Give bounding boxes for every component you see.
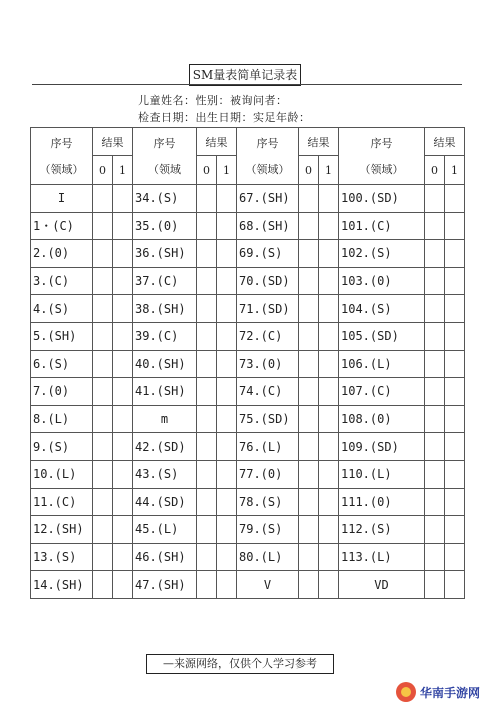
score-1-cell[interactable] (445, 460, 465, 488)
item-cell: 68.(SH) (237, 212, 299, 240)
score-1-cell[interactable] (319, 405, 339, 433)
score-1-cell[interactable] (113, 460, 133, 488)
seq-domain-header (31, 128, 93, 185)
score-1-cell[interactable] (113, 295, 133, 323)
score-0-cell[interactable] (299, 185, 319, 213)
score-1-cell[interactable] (113, 240, 133, 268)
domain-label: （领域） (359, 163, 404, 176)
item-cell: m (133, 405, 197, 433)
score-1-cell[interactable] (113, 516, 133, 544)
score-0-cell[interactable] (425, 322, 445, 350)
item-cell: 110.(L) (339, 460, 425, 488)
score-1-cell[interactable] (319, 571, 339, 599)
item-cell: 39.(C) (133, 322, 197, 350)
score-1-cell[interactable] (217, 185, 237, 213)
item-cell: 103.(0) (339, 267, 425, 295)
score-0-cell[interactable] (93, 295, 113, 323)
score-0-cell[interactable] (93, 350, 113, 378)
item-cell: 72.(C) (237, 322, 299, 350)
item-cell: 4.(S) (31, 295, 93, 323)
score-1-cell[interactable] (113, 571, 133, 599)
item-cell: 13.(S) (31, 543, 93, 571)
score-1-cell[interactable] (113, 212, 133, 240)
item-cell: 71.(SD) (237, 295, 299, 323)
score-0-cell[interactable] (197, 240, 217, 268)
score-0-cell[interactable] (93, 322, 113, 350)
score-1-cell[interactable] (445, 516, 465, 544)
item-cell: 80.(L) (237, 543, 299, 571)
score-0-cell[interactable] (425, 571, 445, 599)
score-0-cell[interactable] (425, 460, 445, 488)
result-header: 结果 (425, 128, 465, 156)
item-cell: 102.(S) (339, 240, 425, 268)
item-cell: 37.(C) (133, 267, 197, 295)
table-row (31, 267, 465, 295)
item-cell: 40.(SH) (133, 350, 197, 378)
score-1-cell[interactable] (319, 322, 339, 350)
item-cell: 47.(SH) (133, 571, 197, 599)
score-0-cell[interactable] (197, 433, 217, 461)
item-cell: 8.(L) (31, 405, 93, 433)
table-row (31, 571, 465, 599)
table-row (31, 240, 465, 268)
item-cell: 74.(C) (237, 378, 299, 406)
item-cell: 14.(SH) (31, 571, 93, 599)
table-row (31, 295, 465, 323)
seq-label: 序号 (256, 137, 279, 150)
score-0-cell[interactable] (299, 295, 319, 323)
exam-info-line: 检查日期：出生日期：实足年龄： (138, 111, 311, 124)
item-cell: 112.(S) (339, 516, 425, 544)
score-1-cell[interactable] (113, 488, 133, 516)
item-cell: 5.(SH) (31, 322, 93, 350)
score-0-cell[interactable] (299, 405, 319, 433)
seq-domain-header (237, 128, 299, 185)
score-0-cell[interactable] (93, 571, 113, 599)
score-1-cell[interactable] (217, 488, 237, 516)
score-1-cell[interactable] (113, 350, 133, 378)
item-cell: 73.(0) (237, 350, 299, 378)
score-1-cell[interactable] (319, 295, 339, 323)
item-cell: 41.(SH) (133, 378, 197, 406)
score-0-cell[interactable] (93, 267, 113, 295)
score-0-cell[interactable] (93, 460, 113, 488)
score-0-cell[interactable] (197, 405, 217, 433)
score-1-header: 1 (319, 156, 339, 185)
table-row (31, 322, 465, 350)
table-row (31, 543, 465, 571)
score-1-cell[interactable] (113, 322, 133, 350)
score-0-cell[interactable] (299, 267, 319, 295)
item-cell: 12.(SH) (31, 516, 93, 544)
item-cell: 78.(S) (237, 488, 299, 516)
item-cell: 105.(SD) (339, 322, 425, 350)
score-1-cell[interactable] (113, 433, 133, 461)
score-0-cell[interactable] (299, 488, 319, 516)
score-0-cell[interactable] (197, 571, 217, 599)
score-0-cell[interactable] (93, 212, 113, 240)
domain-label: （领域 (148, 163, 181, 176)
table-row (31, 212, 465, 240)
score-0-cell[interactable] (425, 405, 445, 433)
item-cell: 45.(L) (133, 516, 197, 544)
item-cell: I (31, 185, 93, 213)
score-1-cell[interactable] (113, 185, 133, 213)
score-1-cell[interactable] (319, 267, 339, 295)
score-1-cell[interactable] (445, 378, 465, 406)
score-0-cell[interactable] (425, 295, 445, 323)
item-cell: 1・(C) (31, 212, 93, 240)
table-row (31, 433, 465, 461)
score-1-cell[interactable] (445, 322, 465, 350)
item-cell: 75.(SD) (237, 405, 299, 433)
score-1-cell[interactable] (445, 543, 465, 571)
score-1-cell[interactable] (319, 488, 339, 516)
score-0-cell[interactable] (425, 212, 445, 240)
score-0-cell[interactable] (93, 240, 113, 268)
source-footer: —来源网络，仅供个人学习参考 (146, 654, 334, 674)
domain-label: （领域） (245, 163, 290, 176)
table-header (31, 128, 465, 185)
table-row (31, 378, 465, 406)
score-0-cell[interactable] (425, 185, 445, 213)
seq-label: 序号 (153, 137, 176, 150)
table-row (31, 405, 465, 433)
item-cell: 109.(SD) (339, 433, 425, 461)
score-0-cell[interactable] (93, 405, 113, 433)
score-0-cell[interactable] (93, 185, 113, 213)
watermark-text: 华南手游网 (420, 685, 481, 700)
score-0-cell[interactable] (299, 516, 319, 544)
score-1-cell[interactable] (319, 433, 339, 461)
score-0-cell[interactable] (299, 212, 319, 240)
score-1-cell[interactable] (319, 543, 339, 571)
score-1-cell[interactable] (319, 240, 339, 268)
item-cell: 7.(0) (31, 378, 93, 406)
score-1-cell[interactable] (445, 488, 465, 516)
score-1-cell[interactable] (217, 516, 237, 544)
item-cell: VD (339, 571, 425, 599)
item-cell: 101.(C) (339, 212, 425, 240)
item-cell: 42.(SD) (133, 433, 197, 461)
table-row (31, 350, 465, 378)
record-table (30, 127, 465, 599)
score-0-cell[interactable] (299, 460, 319, 488)
item-cell: 46.(SH) (133, 543, 197, 571)
item-cell: 11.(C) (31, 488, 93, 516)
item-cell: 104.(S) (339, 295, 425, 323)
table-row (31, 516, 465, 544)
item-cell: 77.(0) (237, 460, 299, 488)
score-1-cell[interactable] (445, 212, 465, 240)
score-0-cell[interactable] (197, 212, 217, 240)
score-1-cell[interactable] (319, 460, 339, 488)
score-0-header: 0 (299, 156, 319, 185)
score-0-cell[interactable] (197, 460, 217, 488)
score-1-cell[interactable] (445, 571, 465, 599)
score-1-cell[interactable] (445, 295, 465, 323)
score-0-cell[interactable] (197, 295, 217, 323)
score-0-cell[interactable] (425, 488, 445, 516)
score-0-cell[interactable] (93, 378, 113, 406)
score-0-cell[interactable] (93, 516, 113, 544)
score-1-cell[interactable] (445, 405, 465, 433)
score-1-cell[interactable] (319, 350, 339, 378)
score-1-cell[interactable] (217, 322, 237, 350)
item-cell: 79.(S) (237, 516, 299, 544)
table-body (31, 185, 465, 599)
score-1-cell[interactable] (217, 267, 237, 295)
score-1-cell[interactable] (445, 240, 465, 268)
table-row (31, 488, 465, 516)
score-0-cell[interactable] (299, 350, 319, 378)
score-1-cell[interactable] (319, 212, 339, 240)
score-0-cell[interactable] (197, 267, 217, 295)
score-0-header: 0 (93, 156, 113, 185)
result-header: 结果 (197, 128, 237, 156)
item-cell: 106.(L) (339, 350, 425, 378)
score-1-cell[interactable] (217, 543, 237, 571)
item-cell: 36.(SH) (133, 240, 197, 268)
score-0-cell[interactable] (93, 433, 113, 461)
score-1-cell[interactable] (217, 460, 237, 488)
item-cell: V (237, 571, 299, 599)
score-1-cell[interactable] (319, 516, 339, 544)
item-cell: 70.(SD) (237, 267, 299, 295)
watermark-logo-icon (396, 682, 416, 702)
item-cell: 35.(0) (133, 212, 197, 240)
score-1-cell[interactable] (445, 433, 465, 461)
score-0-cell[interactable] (93, 543, 113, 571)
score-1-cell[interactable] (217, 240, 237, 268)
item-cell: 113.(L) (339, 543, 425, 571)
score-1-cell[interactable] (319, 185, 339, 213)
score-1-cell[interactable] (217, 378, 237, 406)
score-1-cell[interactable] (445, 350, 465, 378)
score-0-cell[interactable] (425, 267, 445, 295)
item-cell: 76.(L) (237, 433, 299, 461)
item-cell: 44.(SD) (133, 488, 197, 516)
score-0-cell[interactable] (425, 378, 445, 406)
result-header: 结果 (299, 128, 339, 156)
table-row (31, 185, 465, 213)
seq-domain-header (133, 128, 197, 185)
score-1-cell[interactable] (113, 405, 133, 433)
score-0-cell[interactable] (425, 516, 445, 544)
score-1-cell[interactable] (217, 350, 237, 378)
score-0-cell[interactable] (197, 185, 217, 213)
score-0-cell[interactable] (299, 543, 319, 571)
score-0-cell[interactable] (299, 322, 319, 350)
child-info-line: 儿童姓名：性别：被询问者： (138, 94, 288, 107)
score-0-cell[interactable] (197, 488, 217, 516)
item-cell: 100.(SD) (339, 185, 425, 213)
score-0-cell[interactable] (197, 516, 217, 544)
item-cell: 2.(0) (31, 240, 93, 268)
item-cell: 111.(0) (339, 488, 425, 516)
item-cell: 38.(SH) (133, 295, 197, 323)
score-1-cell[interactable] (217, 295, 237, 323)
item-cell: 6.(S) (31, 350, 93, 378)
score-0-header: 0 (425, 156, 445, 185)
score-1-cell[interactable] (217, 405, 237, 433)
score-0-cell[interactable] (425, 433, 445, 461)
site-watermark (396, 680, 496, 704)
score-1-cell[interactable] (113, 378, 133, 406)
score-1-cell[interactable] (445, 185, 465, 213)
score-0-cell[interactable] (425, 350, 445, 378)
score-0-cell[interactable] (299, 571, 319, 599)
score-0-cell[interactable] (299, 378, 319, 406)
form-title: SM量表简单记录表 (189, 64, 301, 86)
score-1-header: 1 (217, 156, 237, 185)
score-1-header: 1 (113, 156, 133, 185)
score-0-cell[interactable] (299, 433, 319, 461)
table-row (31, 460, 465, 488)
domain-label: （领域） (39, 163, 84, 176)
score-1-cell[interactable] (445, 267, 465, 295)
score-1-cell[interactable] (217, 571, 237, 599)
item-cell: 67.(SH) (237, 185, 299, 213)
seq-label: 序号 (370, 137, 393, 150)
score-1-cell[interactable] (217, 212, 237, 240)
score-0-cell[interactable] (299, 240, 319, 268)
score-0-cell[interactable] (197, 350, 217, 378)
score-0-header: 0 (197, 156, 217, 185)
item-cell: 108.(0) (339, 405, 425, 433)
score-0-cell[interactable] (425, 543, 445, 571)
seq-domain-header (339, 128, 425, 185)
score-0-cell[interactable] (425, 240, 445, 268)
item-cell: 9.(S) (31, 433, 93, 461)
item-cell: 3.(C) (31, 267, 93, 295)
item-cell: 34.(S) (133, 185, 197, 213)
score-1-cell[interactable] (113, 267, 133, 295)
title-divider (32, 84, 462, 85)
score-1-header: 1 (445, 156, 465, 185)
score-1-cell[interactable] (217, 433, 237, 461)
score-0-cell[interactable] (197, 322, 217, 350)
result-header: 结果 (93, 128, 133, 156)
item-cell: 43.(S) (133, 460, 197, 488)
score-1-cell[interactable] (113, 543, 133, 571)
score-0-cell[interactable] (197, 543, 217, 571)
item-cell: 10.(L) (31, 460, 93, 488)
item-cell: 107.(C) (339, 378, 425, 406)
score-1-cell[interactable] (319, 378, 339, 406)
score-0-cell[interactable] (93, 488, 113, 516)
seq-label: 序号 (50, 137, 73, 150)
score-0-cell[interactable] (197, 378, 217, 406)
item-cell: 69.(S) (237, 240, 299, 268)
